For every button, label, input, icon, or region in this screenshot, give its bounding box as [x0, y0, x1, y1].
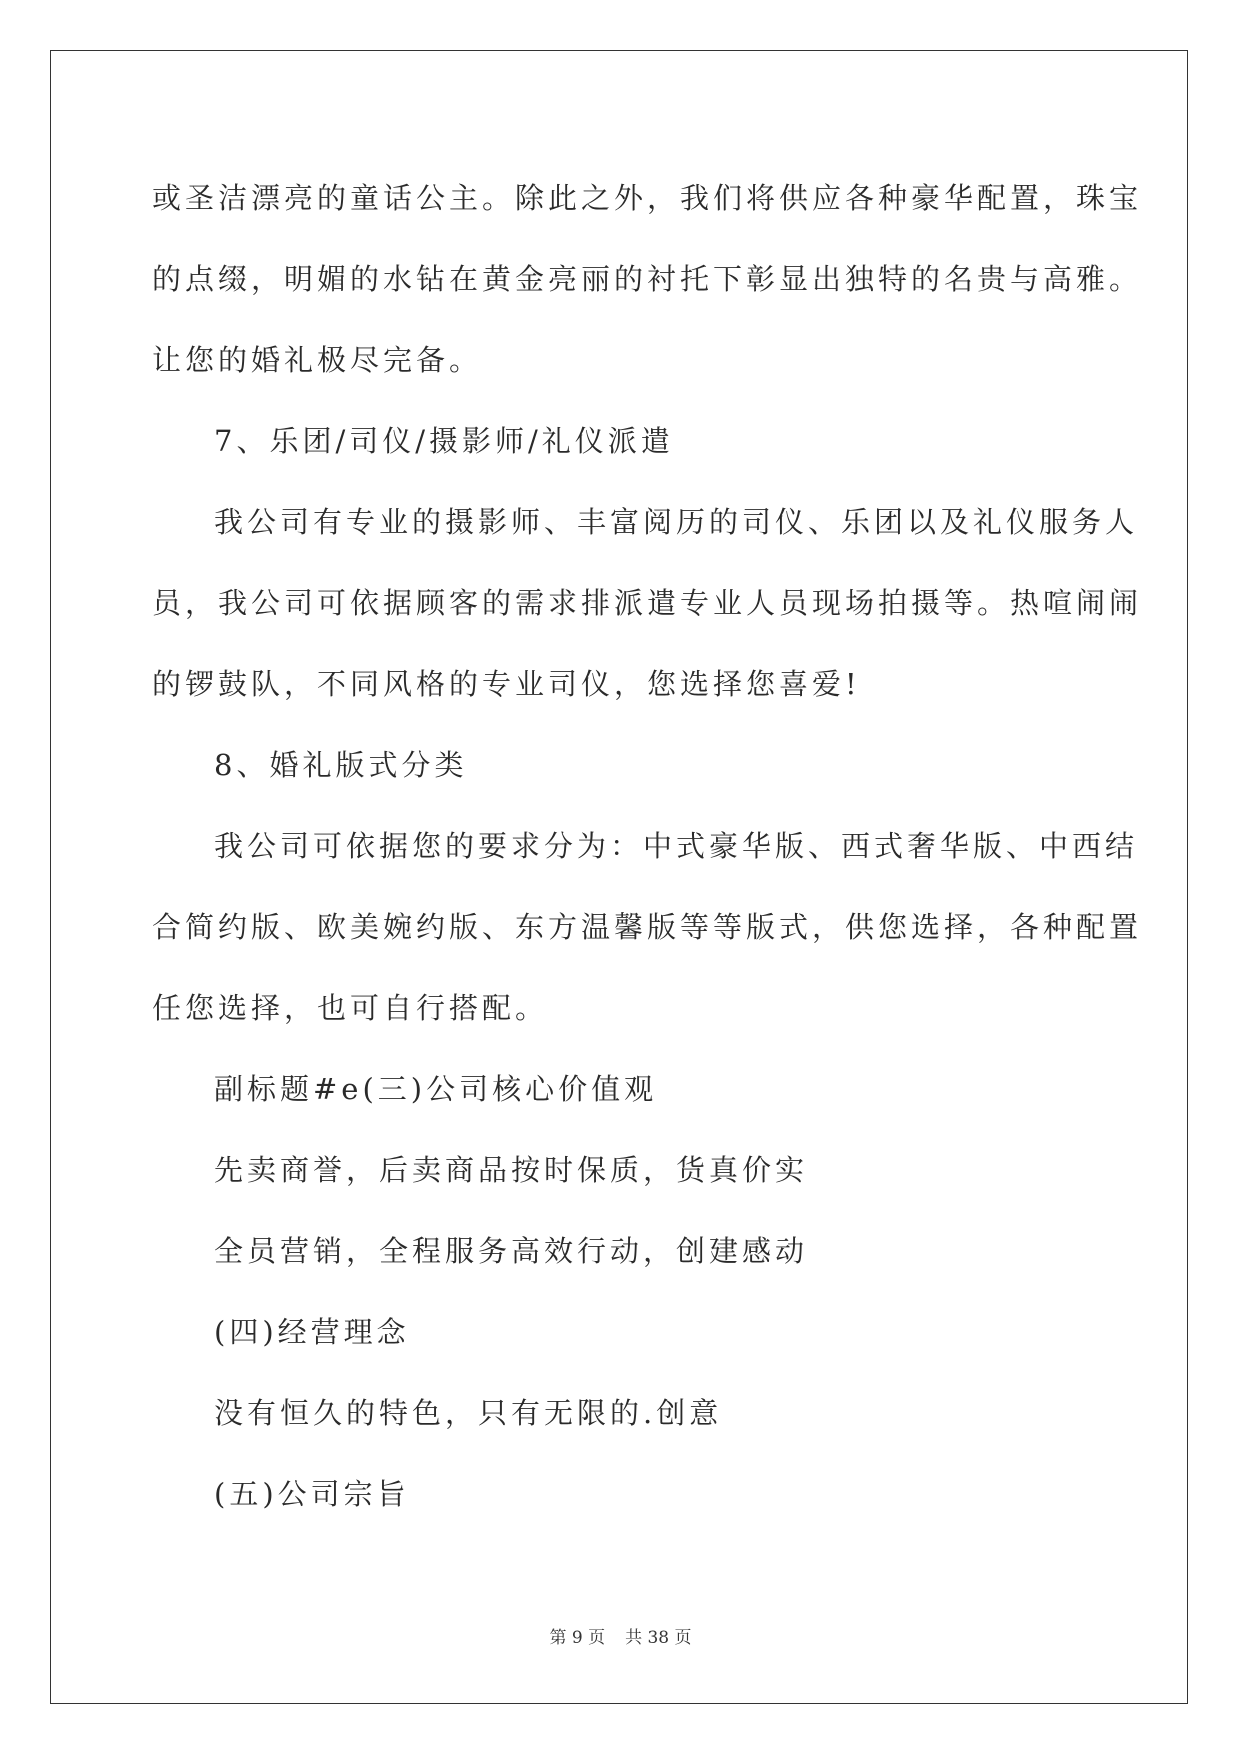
page-total: 共 38 页 — [625, 1628, 692, 1648]
paragraph: 的锣鼓队，不同风格的专业司仪，您选择您喜爱! — [152, 667, 861, 701]
page-number: 第 9 页 — [549, 1628, 606, 1648]
paragraph: 全员营销，全程服务高效行动，创建感动 — [214, 1234, 809, 1268]
paragraph: 任您选择，也可自行搭配。 — [152, 991, 549, 1025]
section-heading: 副标题#e(三)公司核心价值观 — [214, 1072, 658, 1106]
section-heading: 8、婚礼版式分类 — [214, 748, 468, 782]
paragraph: 我公司有专业的摄影师、丰富阅历的司仪、乐团以及礼仪服务人 — [214, 505, 1139, 539]
paragraph: 我公司可依据您的要求分为：中式豪华版、西式奢华版、中西结 — [214, 829, 1139, 863]
page-footer — [0, 1623, 1241, 1648]
section-heading: (四)经营理念 — [214, 1315, 410, 1349]
section-heading: 7、乐团/司仪/摄影师/礼仪派遣 — [214, 424, 674, 458]
document-body — [152, 158, 1143, 1535]
paragraph: 让您的婚礼极尽完备。 — [152, 343, 483, 377]
paragraph: 没有恒久的特色，只有无限的.创意 — [214, 1396, 723, 1430]
section-heading: (五)公司宗旨 — [214, 1477, 410, 1511]
paragraph: 先卖商誉，后卖商品按时保质，货真价实 — [214, 1153, 809, 1187]
paragraph: 合简约版、欧美婉约版、东方温馨版等等版式，供您选择，各种配置 — [152, 910, 1143, 944]
paragraph: 的点缀，明媚的水钻在黄金亮丽的衬托下彰显出独特的名贵与高雅。 — [152, 262, 1143, 296]
paragraph: 员，我公司可依据顾客的需求排派遣专业人员现场拍摄等。热喧闹闹 — [152, 586, 1143, 620]
paragraph: 或圣洁漂亮的童话公主。除此之外，我们将供应各种豪华配置，珠宝 — [152, 181, 1143, 215]
